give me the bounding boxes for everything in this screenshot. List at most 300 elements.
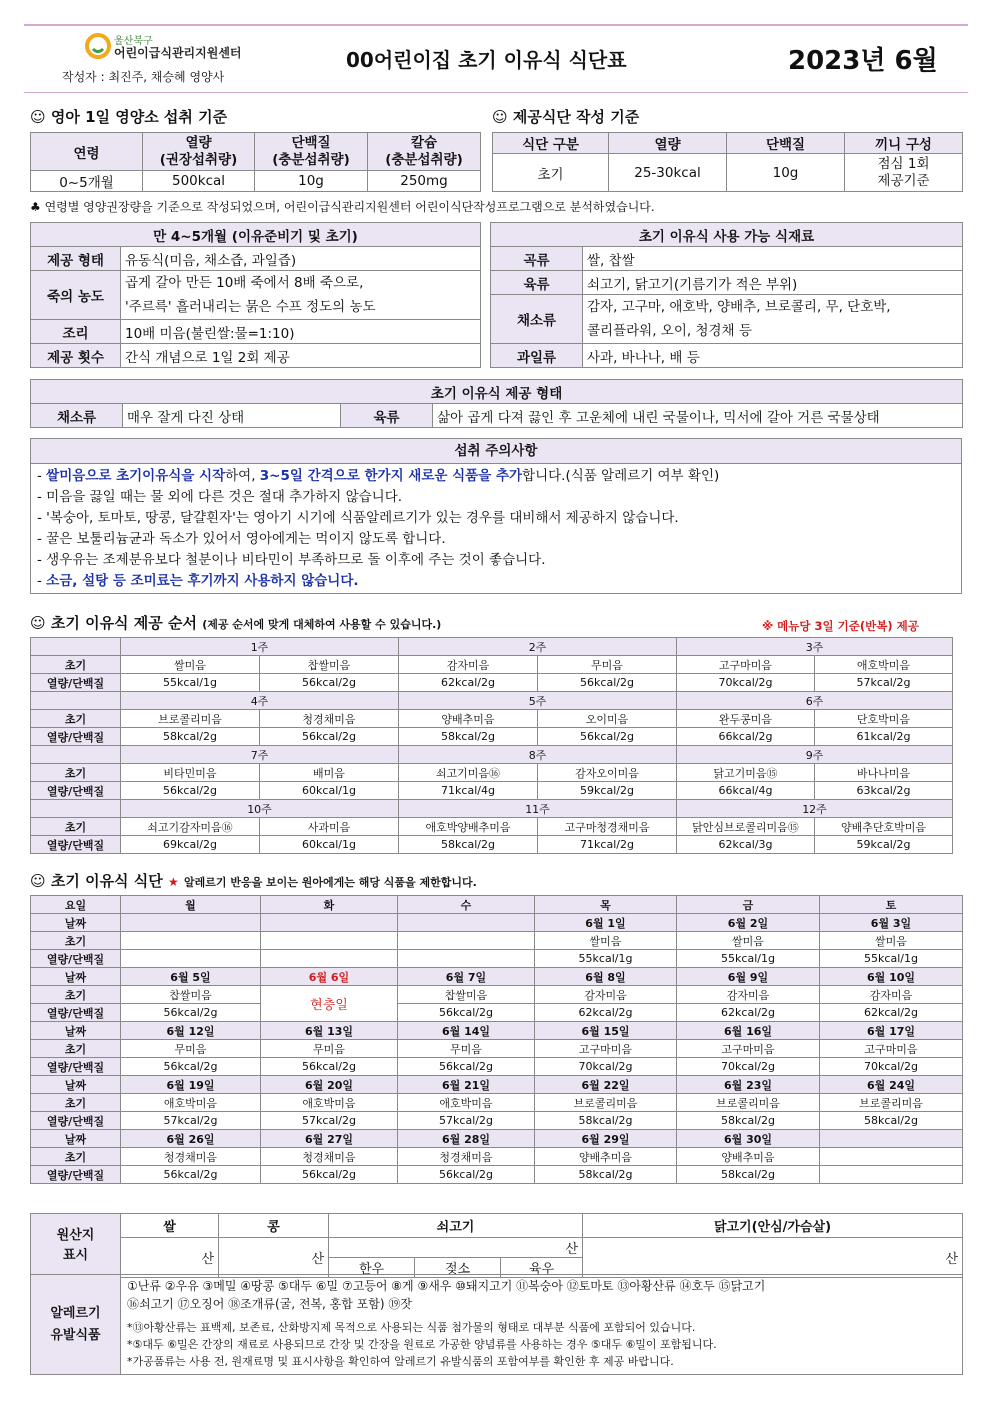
order-row-label: 열량/단백질	[31, 836, 121, 854]
menu-date: 6월 20일	[261, 1076, 398, 1094]
order-cell: 청경채미음	[260, 710, 399, 728]
page-title: 00어린이집 초기 이유식 식단표	[346, 48, 627, 72]
order-week-row	[31, 638, 953, 656]
allergy-note: *⑬아황산류는 표백제, 보존료, 산화방지제 목적으로 사용되는 식품 첨가물의 형태로 대부분 식품에 포함되어 있습니다.	[127, 1321, 696, 1334]
menu-row	[31, 1004, 963, 1022]
menu-date: 6월 10일	[820, 968, 963, 986]
menu-cell: 70kcal/2g	[820, 1058, 963, 1076]
caution-box	[30, 438, 962, 594]
order-cell: 브로콜리미음	[121, 710, 260, 728]
nutrition-title-text: 영아 1일 영양소 섭취 기준	[50, 108, 228, 126]
order-cell: 감자미음	[399, 656, 538, 674]
menu-row-label: 열량/단백질	[31, 1004, 121, 1022]
menu-cell: 62kcal/2g	[820, 1004, 963, 1022]
order-week-label: 1주	[121, 638, 399, 656]
meal-std-header: 열량	[609, 133, 727, 154]
menu-row	[31, 968, 963, 986]
order-cell: 배미음	[260, 764, 399, 782]
order-cell: 애호박양배추미음	[399, 818, 538, 836]
top-divider	[24, 24, 968, 26]
allergy-label: 알레르기 유발식품	[31, 1275, 121, 1375]
order-cell: 66kcal/4g	[677, 782, 815, 800]
order-corner	[31, 746, 121, 764]
origin-chicken-value: 산	[583, 1238, 963, 1278]
menu-cell: 브로콜리미음	[535, 1094, 677, 1112]
meal-std-header: 식단 구분	[493, 133, 609, 154]
order-row-label: 초기	[31, 764, 121, 782]
menu-date: 6월 5일	[121, 968, 261, 986]
order-cell: 쇠고기감자미음⑯	[121, 818, 260, 836]
menu-cell: 70kcal/2g	[535, 1058, 677, 1076]
menu-cell: 양배추미음	[677, 1148, 820, 1166]
order-cell: 양배추미음	[399, 710, 538, 728]
meal-std-cell: 10g	[727, 154, 845, 192]
order-row	[31, 728, 953, 746]
menu-date	[261, 914, 398, 932]
menu-cell: 무미음	[121, 1040, 261, 1058]
menu-date: 6월 15일	[535, 1022, 677, 1040]
order-cell: 비타민미음	[121, 764, 260, 782]
order-week-label: 11주	[399, 800, 677, 818]
order-week-label: 10주	[121, 800, 399, 818]
ingredients-value: 사과, 바나나, 배 등	[583, 344, 963, 368]
menu-cell: 감자미음	[820, 986, 963, 1004]
menu-row	[31, 1148, 963, 1166]
caution-line	[37, 487, 955, 508]
menu-date: 6월 1일	[535, 914, 677, 932]
caution-text: - 꿀은 보툴리늄균과 독소가 있어서 영아에게는 먹이지 않도록 합니다.	[37, 531, 446, 547]
nutrition-cell: 10g	[255, 171, 368, 192]
menu-date: 6월 17일	[820, 1022, 963, 1040]
menu-row	[31, 932, 963, 950]
order-cell: 닭안심브로콜리미음⑮	[677, 818, 815, 836]
menu-date: 6월 19일	[121, 1076, 261, 1094]
order-cell: 62kcal/3g	[677, 836, 815, 854]
menu-row	[31, 1040, 963, 1058]
order-title	[30, 612, 441, 633]
menu-title	[30, 870, 477, 891]
order-cell: 61kcal/2g	[815, 728, 953, 746]
order-row-label: 초기	[31, 818, 121, 836]
menu-date: 6월 28일	[398, 1130, 535, 1148]
nutrition-header: 열량 (권장섭취량)	[143, 133, 255, 171]
order-cell: 바나나미음	[815, 764, 953, 782]
smile-icon: ☺	[30, 614, 46, 632]
order-note: ※ 메뉴당 3일 기준(반복) 제공	[762, 619, 919, 633]
order-week-label: 12주	[677, 800, 953, 818]
order-cell: 57kcal/2g	[815, 674, 953, 692]
order-cell: 58kcal/2g	[399, 836, 538, 854]
nutrition-header: 칼슘 (충분섭취량)	[368, 133, 481, 171]
menu-cell: 62kcal/2g	[535, 1004, 677, 1022]
allergy-table	[30, 1274, 963, 1375]
stage-value: 곱게 갈아 만든 10배 죽에서 8배 죽으로, '주르륵' 흘러내리는 묽은 수프 정도의 농도	[121, 271, 481, 320]
menu-cell: 55kcal/1g	[820, 950, 963, 968]
caution-text: 하여,	[225, 468, 260, 484]
menu-row	[31, 1058, 963, 1076]
meal-std-cell: 초기	[493, 154, 609, 192]
order-row-label: 열량/단백질	[31, 674, 121, 692]
menu-row	[31, 914, 963, 932]
menu-cell: 55kcal/1g	[535, 950, 677, 968]
meal-std-header: 단백질	[727, 133, 845, 154]
author: 작성자 : 최진주, 채승혜 영양사	[62, 70, 225, 84]
menu-cell: 56kcal/2g	[398, 1166, 535, 1184]
origin-bean-label: 콩	[219, 1214, 329, 1238]
order-week-label: 7주	[121, 746, 399, 764]
logo-icon	[84, 32, 118, 60]
menu-cell: 양배추미음	[535, 1148, 677, 1166]
allergy-line: ⑯쇠고기 ⑰오징어 ⑱조개류(굴, 전복, 홍합 포함) ⑲잣	[127, 1297, 412, 1311]
order-week-label: 2주	[399, 638, 677, 656]
order-cell: 양배추단호박미음	[815, 818, 953, 836]
order-row-label: 열량/단백질	[31, 728, 121, 746]
menu-row-label: 초기	[31, 1148, 121, 1166]
order-cell: 오이미음	[538, 710, 677, 728]
smile-icon: ☺	[30, 872, 46, 890]
order-week-label: 8주	[399, 746, 677, 764]
order-cell: 56kcal/2g	[260, 728, 399, 746]
menu-row-label: 초기	[31, 932, 121, 950]
menu-row-label: 날짜	[31, 1076, 121, 1094]
nutrition-note: ♣ 연령별 영양권장량을 기준으로 작성되었으며, 어린이급식관리지원센터 어린이식단작성프로그램으로 분석하였습니다.	[30, 200, 655, 214]
order-row	[31, 710, 953, 728]
menu-day-header: 토	[820, 896, 963, 914]
caution-text: - 미음을 끓일 때는 물 외에 다른 것은 절대 추가하지 않습니다.	[37, 489, 403, 505]
holiday-cell: 현충일	[261, 986, 398, 1022]
menu-cell	[398, 950, 535, 968]
menu-table	[30, 895, 963, 1184]
order-cell: 고구마미음	[677, 656, 815, 674]
menu-date: 6월 8일	[535, 968, 677, 986]
origin-bean-value: 산	[219, 1238, 329, 1278]
order-cell: 완두콩미음	[677, 710, 815, 728]
menu-date: 6월 6일	[261, 968, 398, 986]
order-row-label: 열량/단백질	[31, 782, 121, 800]
order-cell: 71kcal/2g	[538, 836, 677, 854]
caution-title: 섭취 주의사항	[31, 439, 961, 464]
order-cell: 닭고기미음⑮	[677, 764, 815, 782]
menu-cell: 58kcal/2g	[820, 1112, 963, 1130]
order-row	[31, 836, 953, 854]
caution-line	[37, 466, 955, 487]
menu-row	[31, 1022, 963, 1040]
order-cell: 69kcal/2g	[121, 836, 260, 854]
caution-list	[31, 464, 961, 594]
order-week-row	[31, 800, 953, 818]
caution-text: - 생우유는 조제분유보다 철분이나 비타민이 부족하므로 돌 이후에 주는 것이 좋습니다.	[37, 552, 546, 568]
menu-cell	[121, 932, 261, 950]
meal-std-cell: 점심 1회 제공기준	[845, 154, 963, 192]
menu-cell: 브로콜리미음	[820, 1094, 963, 1112]
order-cell: 찹쌀미음	[260, 656, 399, 674]
order-corner	[31, 638, 121, 656]
menu-cell: 55kcal/1g	[677, 950, 820, 968]
order-cell: 59kcal/2g	[538, 782, 677, 800]
nutrition-cell: 500kcal	[143, 171, 255, 192]
menu-cell: 58kcal/2g	[677, 1112, 820, 1130]
ingredients-value: 감자, 고구마, 애호박, 양배추, 브로콜리, 무, 단호박, 콜리플라워, 오이, 청경채 등	[583, 295, 963, 344]
menu-cell: 57kcal/2g	[121, 1112, 261, 1130]
smile-icon: ☺	[492, 108, 508, 126]
order-cell: 71kcal/4g	[399, 782, 538, 800]
order-cell: 애호박미음	[815, 656, 953, 674]
menu-row-label: 열량/단백질	[31, 1058, 121, 1076]
stage-title: 만 4~5개월 (이유준비기 및 초기)	[31, 223, 481, 247]
order-cell: 59kcal/2g	[815, 836, 953, 854]
origin-beef-type: 젖소	[415, 1258, 501, 1278]
menu-cell	[261, 950, 398, 968]
order-cell: 56kcal/2g	[538, 674, 677, 692]
menu-row	[31, 950, 963, 968]
logo-small-text: 울산북구	[114, 36, 153, 47]
menu-cell: 56kcal/2g	[121, 1166, 261, 1184]
header-divider	[24, 92, 968, 93]
menu-row-label: 날짜	[31, 914, 121, 932]
menu-cell	[820, 1166, 963, 1184]
form-meat-value: 삶아 곱게 다져 끓인 후 고운체에 내린 국물이나, 믹서에 갈아 거른 국물상태	[433, 404, 963, 428]
menu-cell: 청경채미음	[398, 1148, 535, 1166]
order-week-label: 4주	[121, 692, 399, 710]
menu-cell: 브로콜리미음	[677, 1094, 820, 1112]
menu-date: 6월 13일	[261, 1022, 398, 1040]
order-cell: 66kcal/2g	[677, 728, 815, 746]
order-corner	[31, 800, 121, 818]
menu-row	[31, 1166, 963, 1184]
allergy-note: *⑤대두 ⑥밀은 간장의 재료로 사용되므로 간장 및 간장을 원료로 가공한 양념류를 사용하는 경우 ⑤대두 ⑥밀이 포함됩니다.	[127, 1338, 717, 1351]
order-cell: 58kcal/2g	[399, 728, 538, 746]
order-cell: 60kcal/1g	[260, 836, 399, 854]
order-week-label: 5주	[399, 692, 677, 710]
nutrition-cell: 0~5개월	[31, 171, 143, 192]
menu-cell	[820, 1148, 963, 1166]
nutrition-header: 단백질 (충분섭취량)	[255, 133, 368, 171]
menu-day-header: 목	[535, 896, 677, 914]
star-icon: ★	[168, 875, 179, 889]
menu-row	[31, 1112, 963, 1130]
menu-date: 6월 24일	[820, 1076, 963, 1094]
order-row-label: 초기	[31, 710, 121, 728]
order-cell: 감자오이미음	[538, 764, 677, 782]
menu-cell: 56kcal/2g	[261, 1058, 398, 1076]
logo-main-text: 어린이급식관리지원센터	[114, 46, 242, 60]
order-row	[31, 656, 953, 674]
origin-table	[30, 1213, 963, 1278]
menu-date: 6월 21일	[398, 1076, 535, 1094]
caution-line	[37, 550, 955, 571]
menu-cell	[261, 932, 398, 950]
ingredients-value: 쌀, 찹쌀	[583, 247, 963, 271]
page-date: 2023년 6월	[788, 46, 938, 76]
menu-row-label: 초기	[31, 1040, 121, 1058]
menu-cell: 무미음	[261, 1040, 398, 1058]
menu-cell: 62kcal/2g	[677, 1004, 820, 1022]
menu-date: 6월 3일	[820, 914, 963, 932]
menu-cell: 58kcal/2g	[535, 1166, 677, 1184]
meal-std-header: 끼니 구성	[845, 133, 963, 154]
order-week-row	[31, 746, 953, 764]
order-title-text: 초기 이유식 제공 순서	[50, 614, 197, 632]
order-row	[31, 782, 953, 800]
menu-date: 6월 23일	[677, 1076, 820, 1094]
order-cell: 56kcal/2g	[121, 782, 260, 800]
origin-beef-type: 육우	[501, 1258, 583, 1278]
form-meat-label: 육류	[341, 404, 433, 428]
menu-row	[31, 1076, 963, 1094]
allergy-line: ①난류 ②우유 ③메밀 ④땅콩 ⑤대두 ⑥밀 ⑦고등어 ⑧게 ⑨새우 ⑩돼지고기 ⑪복숭아 ⑫토마토 ⑬아황산류 ⑭호두 ⑮닭고기	[127, 1279, 766, 1293]
order-cell: 60kcal/1g	[260, 782, 399, 800]
order-row	[31, 818, 953, 836]
order-cell: 단호박미음	[815, 710, 953, 728]
form-title: 초기 이유식 제공 형태	[31, 380, 963, 404]
origin-label: 원산지 표시	[31, 1214, 121, 1278]
smile-icon: ☺	[30, 108, 46, 126]
stage-value: 유동식(미음, 채소즙, 과일즙)	[121, 247, 481, 271]
menu-date	[398, 914, 535, 932]
order-row	[31, 764, 953, 782]
menu-cell: 찹쌀미음	[121, 986, 261, 1004]
stage-table	[30, 222, 481, 368]
ingredients-title: 초기 이유식 사용 가능 식재료	[491, 223, 963, 247]
menu-cell: 감자미음	[677, 986, 820, 1004]
menu-date: 6월 30일	[677, 1130, 820, 1148]
caution-text: -	[37, 468, 47, 484]
menu-cell: 애호박미음	[398, 1094, 535, 1112]
order-week-label: 9주	[677, 746, 953, 764]
order-cell: 쌀미음	[121, 656, 260, 674]
menu-date	[820, 1130, 963, 1148]
menu-cell: 애호박미음	[121, 1094, 261, 1112]
menu-cell: 58kcal/2g	[535, 1112, 677, 1130]
stage-label: 죽의 농도	[31, 271, 121, 320]
nutrition-title	[30, 106, 227, 127]
menu-cell: 56kcal/2g	[121, 1058, 261, 1076]
menu-day-header: 월	[121, 896, 261, 914]
menu-cell: 쌀미음	[677, 932, 820, 950]
menu-cell: 57kcal/2g	[398, 1112, 535, 1130]
meal-std-table	[492, 132, 963, 192]
order-row-label: 초기	[31, 656, 121, 674]
caution-text: -	[37, 573, 47, 589]
menu-days-row	[31, 896, 963, 914]
menu-date: 6월 16일	[677, 1022, 820, 1040]
allergy-note: *가공품류는 사용 전, 원재료명 및 표시사항을 확인하여 알레르기 유발식품의 포함여부를 확인한 후 제공 바랍니다.	[127, 1355, 674, 1368]
menu-cell: 애호박미음	[261, 1094, 398, 1112]
caution-text: - '복숭아, 토마토, 땅콩, 달걀흰자'는 영아기 시기에 식품알레르기가 있는 경우를 대비해서 제공하지 않습니다.	[37, 510, 679, 526]
menu-row-label: 열량/단백질	[31, 950, 121, 968]
menu-cell: 58kcal/2g	[677, 1166, 820, 1184]
order-cell: 56kcal/2g	[538, 728, 677, 746]
stage-value: 간식 개념으로 1일 2회 제공	[121, 344, 481, 368]
menu-cell: 청경채미음	[121, 1148, 261, 1166]
form-veg-value: 매우 잘게 다진 상태	[123, 404, 341, 428]
ingredients-label: 곡류	[491, 247, 583, 271]
stage-label: 제공 횟수	[31, 344, 121, 368]
order-row	[31, 674, 953, 692]
menu-cell: 고구마미음	[535, 1040, 677, 1058]
order-cell: 58kcal/2g	[121, 728, 260, 746]
order-table	[30, 637, 953, 854]
menu-cell: 고구마미음	[820, 1040, 963, 1058]
origin-chicken-label: 닭고기(안심/가슴살)	[583, 1214, 963, 1238]
menu-cell: 감자미음	[535, 986, 677, 1004]
menu-day-header: 수	[398, 896, 535, 914]
menu-cell: 청경채미음	[261, 1148, 398, 1166]
menu-cell: 56kcal/2g	[398, 1004, 535, 1022]
menu-cell: 무미음	[398, 1040, 535, 1058]
menu-date: 6월 12일	[121, 1022, 261, 1040]
nutrition-cell: 250mg	[368, 171, 481, 192]
menu-row-label: 초기	[31, 986, 121, 1004]
menu-cell: 쌀미음	[820, 932, 963, 950]
ingredients-label: 채소류	[491, 295, 583, 344]
menu-day-header: 화	[261, 896, 398, 914]
menu-cell	[121, 950, 261, 968]
menu-day-header: 금	[677, 896, 820, 914]
caution-line	[37, 529, 955, 550]
menu-date: 6월 9일	[677, 968, 820, 986]
stage-label: 조리	[31, 320, 121, 344]
menu-row-label: 날짜	[31, 968, 121, 986]
order-cell: 70kcal/2g	[677, 674, 815, 692]
menu-row-label: 열량/단백질	[31, 1112, 121, 1130]
menu-date: 6월 27일	[261, 1130, 398, 1148]
caution-line	[37, 508, 955, 529]
order-week-label: 6주	[677, 692, 953, 710]
menu-cell: 56kcal/2g	[121, 1004, 261, 1022]
menu-cell: 고구마미음	[677, 1040, 820, 1058]
origin-beef-type: 한우	[329, 1258, 415, 1278]
menu-cell: 56kcal/2g	[261, 1166, 398, 1184]
ingredients-label: 육류	[491, 271, 583, 295]
order-cell: 63kcal/2g	[815, 782, 953, 800]
order-corner	[31, 692, 121, 710]
menu-row-label: 열량/단백질	[31, 1166, 121, 1184]
caution-text: 3~5일 간격으로 한가지 새로운 식품을 추가	[259, 468, 523, 484]
menu-date: 6월 22일	[535, 1076, 677, 1094]
caution-line	[37, 571, 955, 592]
nutrition-header: 연령	[31, 133, 143, 171]
meal-std-cell: 25-30kcal	[609, 154, 727, 192]
order-cell: 55kcal/1g	[121, 674, 260, 692]
order-week-label: 3주	[677, 638, 953, 656]
menu-cell: 56kcal/2g	[398, 1058, 535, 1076]
menu-cell: 쌀미음	[535, 932, 677, 950]
menu-day-header: 요일	[31, 896, 121, 914]
menu-cell	[398, 932, 535, 950]
ingredients-label: 과일류	[491, 344, 583, 368]
menu-date: 6월 2일	[677, 914, 820, 932]
order-cell: 56kcal/2g	[260, 674, 399, 692]
menu-row-label: 초기	[31, 1094, 121, 1112]
origin-rice-value: 산	[121, 1238, 219, 1278]
menu-row-label: 날짜	[31, 1022, 121, 1040]
ingredients-value: 쇠고기, 닭고기(기름기가 적은 부위)	[583, 271, 963, 295]
ingredients-table	[490, 222, 963, 368]
meal-std-title	[492, 106, 639, 127]
caution-text: 합니다.(식품 알레르기 여부 확인)	[522, 468, 720, 484]
order-cell: 쇠고기미음⑯	[399, 764, 538, 782]
menu-title-text: 초기 이유식 식단	[50, 872, 163, 890]
menu-cell: 찹쌀미음	[398, 986, 535, 1004]
order-cell: 62kcal/2g	[399, 674, 538, 692]
order-cell: 무미음	[538, 656, 677, 674]
menu-date: 6월 26일	[121, 1130, 261, 1148]
stage-label: 제공 형태	[31, 247, 121, 271]
menu-subtitle: 알레르기 반응을 보이는 원아에게는 해당 식품을 제한합니다.	[184, 876, 477, 889]
origin-rice-label: 쌀	[121, 1214, 219, 1238]
caution-text: 소금, 설탕 등 조미료는 후기까지 사용하지 않습니다.	[46, 573, 359, 589]
